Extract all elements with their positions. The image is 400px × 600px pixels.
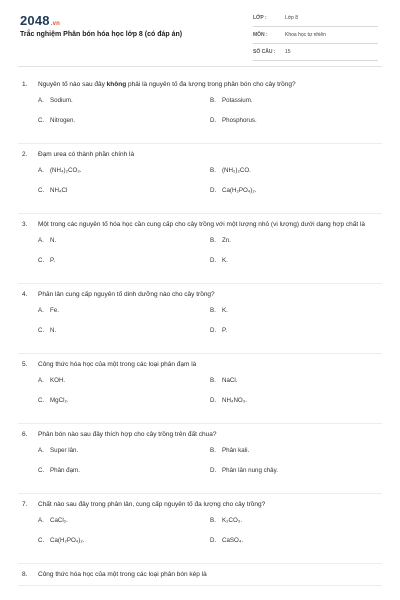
header [0, 0, 400, 66]
option-row [38, 377, 382, 397]
answer-option[interactable] [210, 167, 251, 174]
answer-option[interactable] [38, 237, 56, 244]
option-row [38, 257, 382, 277]
meta-label: MÔN : [253, 32, 268, 38]
option-letter: B. [210, 97, 216, 104]
option-letter: C. [38, 117, 45, 124]
answer-option[interactable] [210, 307, 228, 314]
answer-option[interactable] [38, 447, 78, 454]
question-item [18, 424, 382, 494]
answer-option[interactable] [38, 517, 68, 524]
option-text: K. [222, 307, 228, 314]
question-text [22, 430, 382, 439]
question-item [18, 214, 382, 284]
question-number: 6. [22, 431, 28, 438]
option-text: Nitrogen. [50, 117, 76, 124]
answer-option[interactable] [210, 467, 278, 474]
question [18, 500, 382, 557]
question-number: 1. [22, 81, 28, 88]
answer-option[interactable] [38, 537, 85, 544]
question [18, 220, 382, 277]
question-text-emphasis: không [106, 81, 127, 88]
option-text: Zn. [222, 237, 231, 244]
answer-options [22, 167, 382, 207]
option-row [38, 97, 382, 117]
option-text: Phân đạm. [50, 467, 80, 474]
question-text-part: Phân lân cung cấp nguyên tố dinh dưỡng nào cho cây trồng? [38, 291, 215, 298]
answer-option[interactable] [210, 327, 227, 334]
question-number: 5. [22, 361, 28, 368]
question-item [18, 74, 382, 144]
answer-option[interactable] [210, 237, 231, 244]
option-letter: A. [38, 237, 44, 244]
answer-option[interactable] [38, 187, 67, 194]
option-letter: A. [38, 377, 44, 384]
meta-value: Lớp 8 [285, 15, 299, 21]
option-text: Phân lân nung chảy. [222, 467, 278, 474]
question [18, 80, 382, 137]
option-row [38, 517, 382, 537]
option-text: Ca(H₂PO₄)₂. [50, 537, 85, 544]
option-text: Phân kali. [222, 447, 250, 454]
question-text-part: Chất nào sau đây trong phân lân, cung cấp nguyên tố đa lượng cho cây trồng? [38, 501, 266, 508]
option-row [38, 397, 382, 417]
question-text-part: Đạm urea có thành phần chính là [38, 151, 135, 158]
option-letter: D. [210, 257, 217, 264]
answer-option[interactable] [38, 397, 69, 404]
option-row [38, 187, 382, 207]
option-text: Potassium. [222, 97, 253, 104]
option-letter: B. [210, 167, 216, 174]
option-row [38, 117, 382, 137]
question [18, 430, 382, 487]
answer-options [22, 237, 382, 277]
option-row [38, 327, 382, 347]
question-item [18, 284, 382, 354]
question [18, 290, 382, 347]
option-row [38, 537, 382, 557]
option-text: N. [50, 327, 57, 334]
option-letter: D. [210, 187, 217, 194]
question-text [22, 570, 382, 579]
answer-options [22, 517, 382, 557]
header-divider [18, 66, 382, 67]
question-item [18, 494, 382, 564]
option-letter: B. [210, 447, 216, 454]
question-text [22, 360, 382, 369]
answer-option[interactable] [210, 117, 257, 124]
question [18, 150, 382, 207]
answer-option[interactable] [38, 327, 56, 334]
option-row [38, 307, 382, 327]
option-letter: C. [38, 467, 45, 474]
question-text-part: Một trong các nguyên tố hóa học cần cung cấp cho cây trồng với một lượng nhỏ (vi lượng) dưới dạng hợp chất là [38, 221, 366, 228]
meta-panel [253, 12, 378, 63]
question-number: 4. [22, 291, 28, 298]
question-number: 8. [22, 571, 28, 578]
question [18, 570, 382, 579]
answer-option[interactable] [38, 377, 65, 384]
question-text-part: Công thức hóa học của một trong các loại phân đạm là [38, 361, 197, 368]
option-letter: A. [38, 167, 44, 174]
answer-option[interactable] [38, 257, 55, 264]
answer-option[interactable] [210, 257, 228, 264]
question-text [22, 150, 382, 159]
meta-row-class [253, 12, 378, 27]
question-item [18, 354, 382, 424]
question-item [18, 564, 382, 586]
option-text: MgCl₂. [50, 397, 69, 404]
question-number: 2. [22, 151, 28, 158]
option-text: K₂CO₃. [222, 517, 243, 524]
option-letter: D. [210, 117, 217, 124]
logo-suffix: .vn [50, 21, 61, 27]
answer-option[interactable] [38, 97, 73, 104]
option-letter: B. [210, 377, 216, 384]
option-text: KOH. [50, 377, 66, 384]
question-text-part: Phân bón nào sau đây thích hợp cho cây trồng trên đất chua? [38, 431, 217, 438]
question-text [22, 220, 382, 229]
question-text-part: Nguyên tố nào sau đây [38, 81, 107, 88]
answer-option[interactable] [210, 517, 242, 524]
option-letter: C. [38, 327, 45, 334]
answer-option[interactable] [38, 117, 75, 124]
question-text [22, 500, 382, 509]
page-title: Trắc nghiệm Phân bón hóa học lớp 8 (có đáp án) [20, 31, 183, 38]
answer-options [22, 447, 382, 487]
option-letter: B. [210, 517, 216, 524]
question-text-part: Công thức hóa học của một trong các loại phân bón kép là [38, 571, 207, 578]
option-letter: A. [38, 97, 44, 104]
meta-row-subject [253, 29, 378, 44]
meta-label: LỚP : [253, 15, 267, 21]
option-row [38, 467, 382, 487]
meta-row-count [253, 46, 378, 61]
option-letter: C. [38, 537, 45, 544]
answer-option[interactable] [38, 467, 80, 474]
option-letter: D. [210, 467, 217, 474]
option-row [38, 237, 382, 257]
answer-option[interactable] [210, 397, 247, 404]
answer-options [22, 97, 382, 137]
option-letter: C. [38, 257, 45, 264]
option-text: P. [222, 327, 228, 334]
option-letter: D. [210, 327, 217, 334]
option-letter: C. [38, 397, 45, 404]
option-text: Fe. [50, 307, 59, 314]
answer-option[interactable] [38, 307, 59, 314]
answer-options [22, 377, 382, 417]
option-row [38, 167, 382, 187]
question-text-part: phải là nguyên tố đa lượng trong phân bón cho cây trồng? [126, 81, 296, 88]
answer-option[interactable] [210, 447, 249, 454]
meta-value: Khoa học tự nhiên [285, 32, 326, 38]
option-text: Phosphorus. [222, 117, 257, 124]
answer-options [22, 307, 382, 347]
option-text: CaSO₄. [222, 537, 244, 544]
question-text [22, 80, 382, 89]
option-text: Sodium. [50, 97, 73, 104]
option-text: NH₄Cl [50, 187, 68, 194]
question-number: 3. [22, 221, 28, 228]
option-text: NH₄NO₃. [222, 397, 247, 404]
option-text: CaCl₂. [50, 517, 68, 524]
option-letter: D. [210, 397, 217, 404]
option-text: K. [222, 257, 228, 264]
option-text: Ca(H₂PO₄)₂. [222, 187, 257, 194]
option-text: NaCl. [222, 377, 238, 384]
question [18, 360, 382, 417]
option-letter: C. [38, 187, 45, 194]
question-item [18, 144, 382, 214]
option-letter: A. [38, 517, 44, 524]
answer-option[interactable] [210, 537, 243, 544]
option-letter: B. [210, 237, 216, 244]
question-list [0, 74, 400, 586]
option-text: Super lân. [50, 447, 79, 454]
meta-label: SỐ CÂU : [253, 49, 276, 55]
meta-value: 15 [285, 49, 291, 55]
answer-option[interactable] [210, 97, 253, 104]
question-number: 7. [22, 501, 28, 508]
question-text [22, 290, 382, 299]
option-text: (NH₂)₂CO. [222, 167, 251, 174]
answer-option[interactable] [210, 187, 257, 194]
option-row [38, 447, 382, 467]
answer-option[interactable] [210, 377, 237, 384]
option-text: N. [50, 237, 57, 244]
option-letter: A. [38, 307, 44, 314]
option-text: P. [50, 257, 56, 264]
site-logo[interactable]: 2048.vn [20, 13, 61, 28]
option-letter: B. [210, 307, 216, 314]
option-text: (NH₄)₂CO₃. [50, 167, 82, 174]
option-letter: D. [210, 537, 217, 544]
option-letter: A. [38, 447, 44, 454]
answer-option[interactable] [38, 167, 82, 174]
